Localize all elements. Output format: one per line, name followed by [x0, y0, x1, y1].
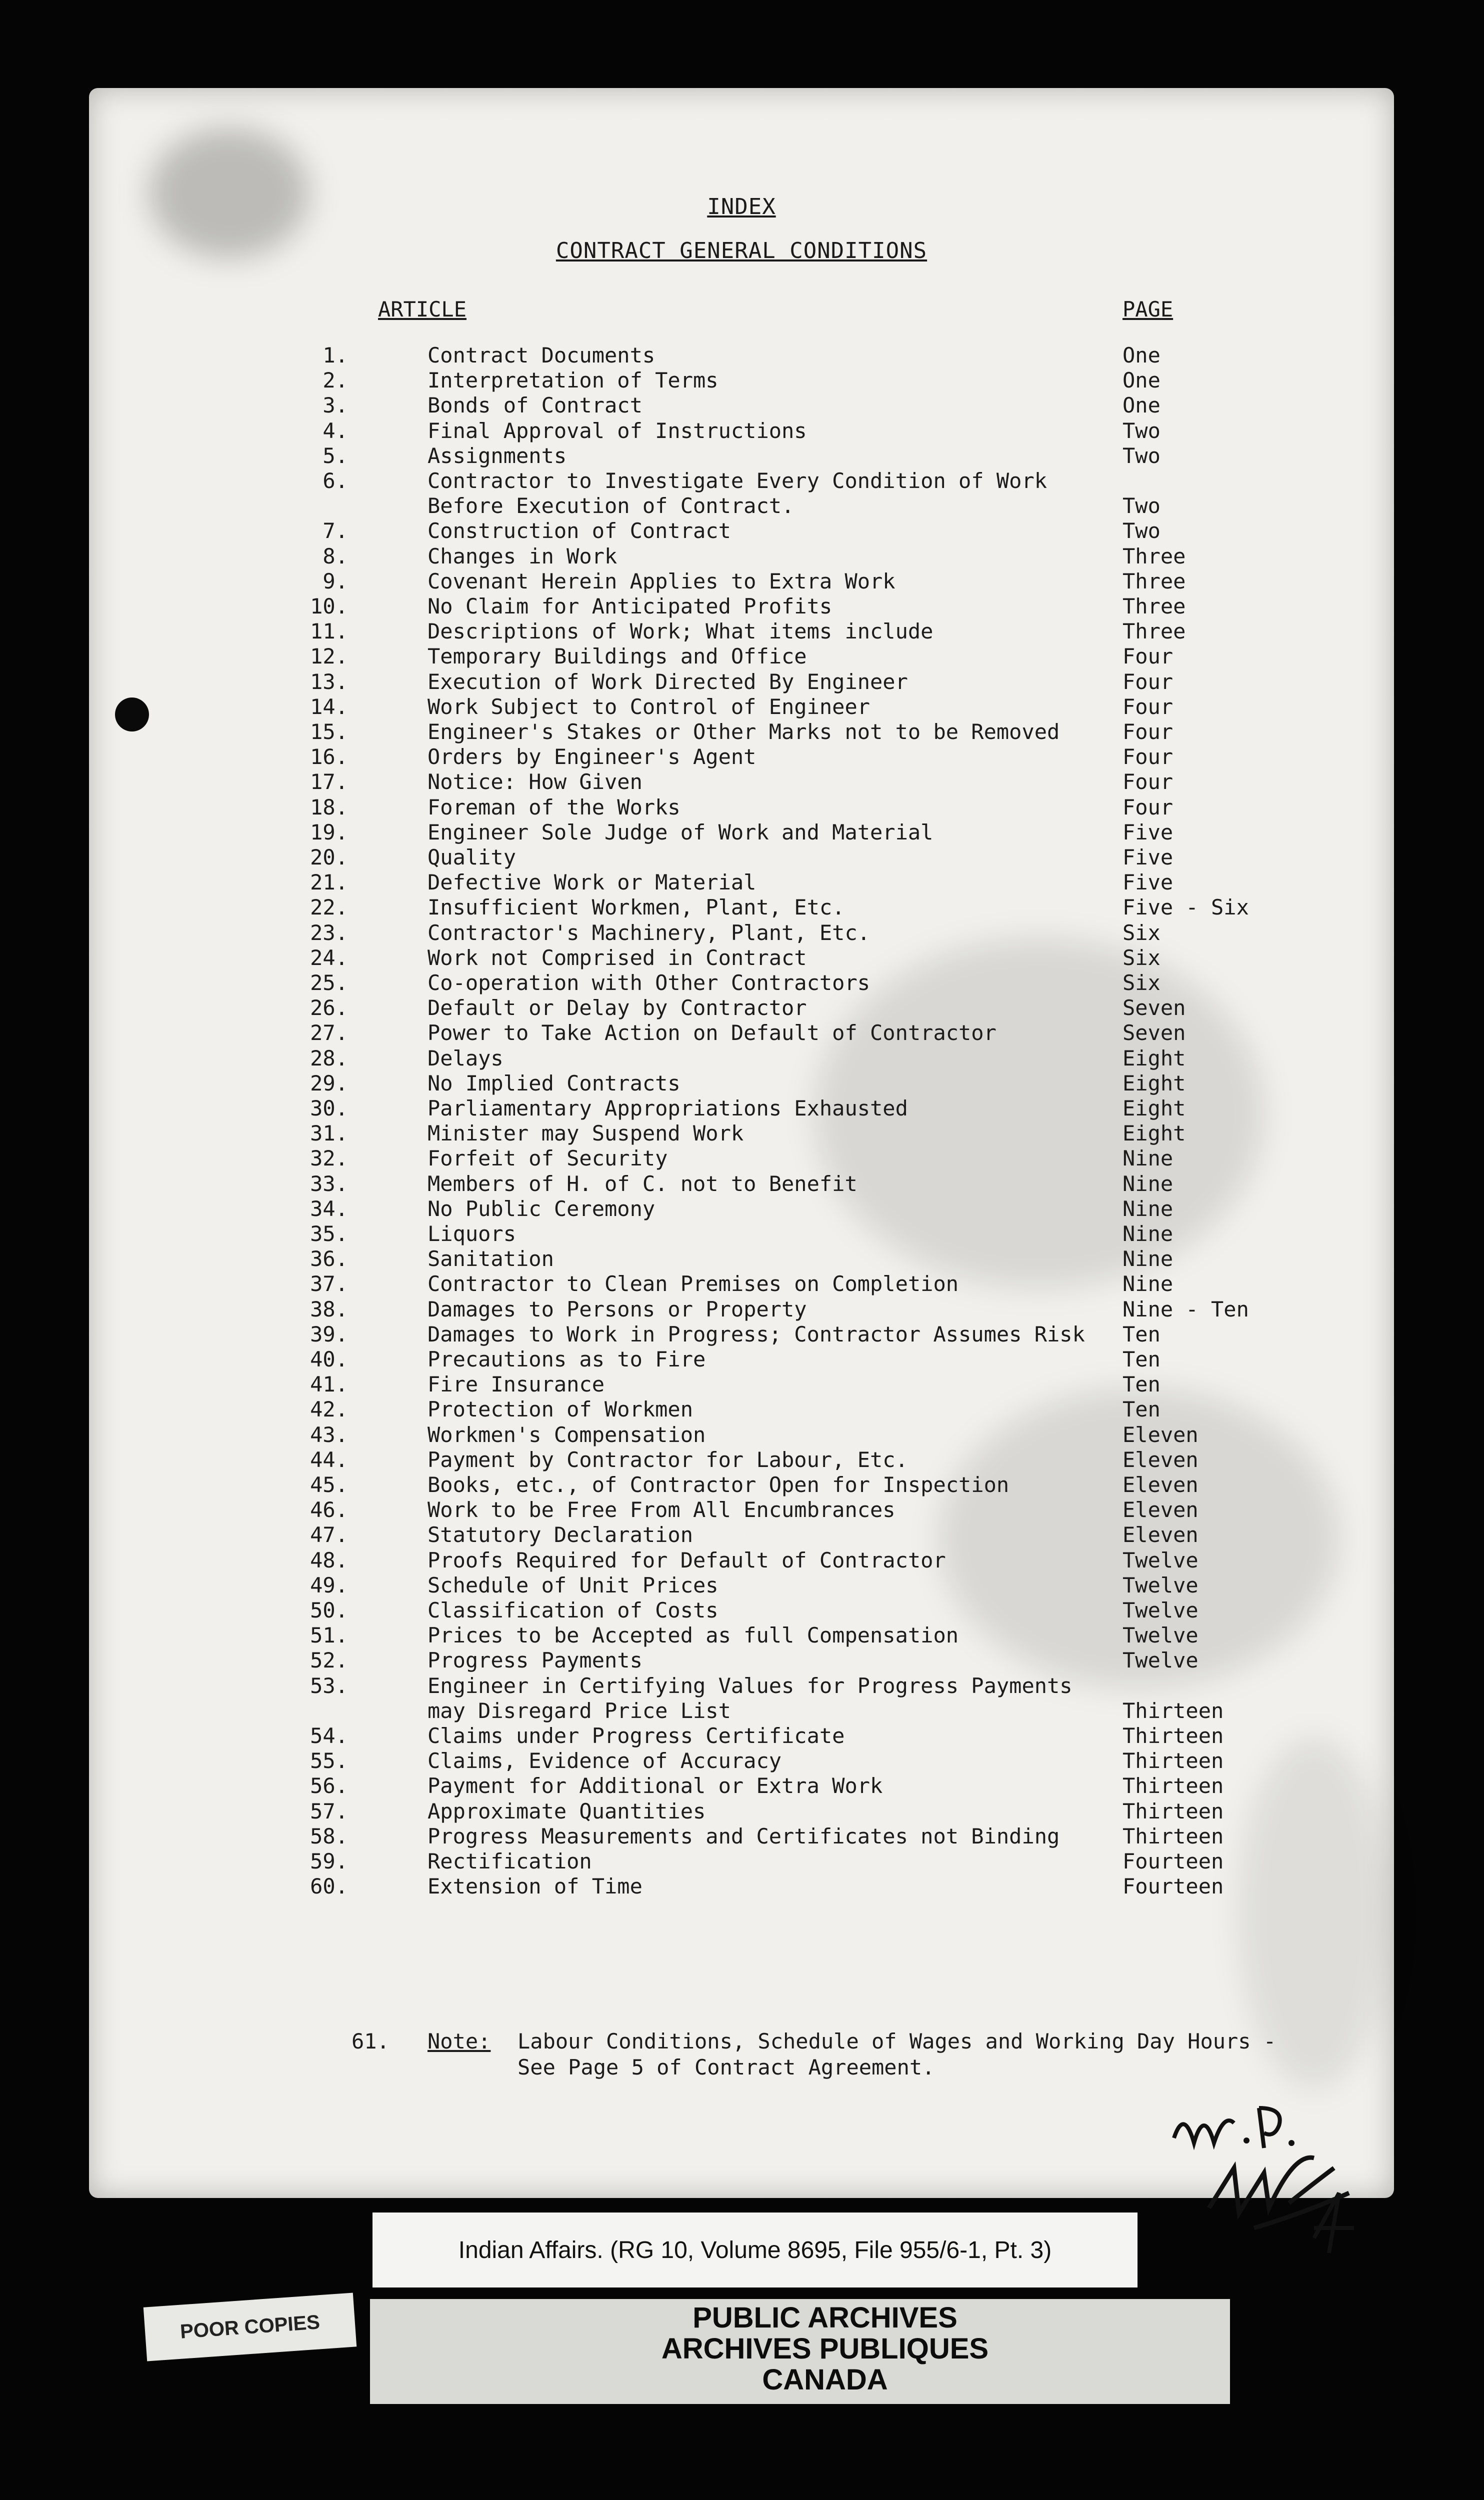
article-number: 11. — [310, 619, 348, 644]
article-number: 8. — [322, 544, 348, 568]
article-number: 46. — [310, 1498, 348, 1522]
article-number: 12. — [310, 644, 348, 669]
article-page: Nine — [1122, 1272, 1174, 1296]
article-number: 49. — [310, 1572, 348, 1598]
index-row — [89, 1422, 1394, 1448]
article-title: Classification of Costs — [428, 1598, 718, 1622]
article-number: 13. — [310, 669, 348, 694]
article-number: 2. — [322, 368, 348, 393]
article-page: Twelve — [1122, 1548, 1198, 1572]
article-title: Minister may Suspend Work — [428, 1121, 744, 1146]
article-page: Ten — [1122, 1372, 1160, 1397]
article-page: Seven — [1122, 1020, 1186, 1046]
index-row — [89, 1799, 1394, 1824]
article-title: Contractor to Investigate Every Condition of Work — [428, 468, 1048, 493]
article-page: One — [1122, 343, 1160, 368]
article-page: Eight — [1122, 1096, 1186, 1120]
index-row — [89, 518, 1394, 544]
article-number: 51. — [310, 1623, 348, 1648]
article-title: Parliamentary Appropriations Exhausted — [428, 1096, 908, 1120]
article-page: Fourteen — [1122, 1874, 1224, 1899]
index-row — [89, 368, 1394, 393]
article-title: Before Execution of Contract. — [428, 494, 794, 518]
index-row — [89, 1648, 1394, 1673]
article-number: 57. — [310, 1798, 348, 1824]
article-title: No Public Ceremony — [428, 1196, 656, 1221]
article-title: Progress Payments — [428, 1648, 642, 1673]
article-page: Three — [1122, 568, 1186, 594]
index-row — [89, 1774, 1394, 1798]
article-number: 34. — [310, 1196, 348, 1221]
index-row — [89, 1573, 1394, 1598]
article-title: Damages to Persons or Property — [428, 1296, 807, 1322]
article-title: Engineer's Stakes or Other Marks not to be Removed — [428, 720, 1060, 744]
article-number: 53. — [310, 1673, 348, 1698]
article-number: 1. — [322, 343, 348, 368]
article-page: Twelve — [1122, 1648, 1198, 1673]
index-row — [89, 1824, 1394, 1849]
article-title: Power to Take Action on Default of Contractor — [428, 1020, 996, 1046]
article-number: 58. — [310, 1824, 348, 1848]
article-page: Eleven — [1122, 1422, 1198, 1447]
page-title: INDEX — [707, 194, 776, 220]
article-number: 20. — [310, 845, 348, 870]
article-page: Thirteen — [1122, 1774, 1224, 1798]
article-title: Claims, Evidence of Accuracy — [428, 1748, 782, 1774]
article-page: Eleven — [1122, 1472, 1198, 1497]
article-title: Extension of Time — [428, 1874, 642, 1899]
article-page: Seven — [1122, 996, 1186, 1020]
article-page: Thirteen — [1122, 1824, 1224, 1848]
article-title: Prices to be Accepted as full Compensation — [428, 1623, 959, 1648]
article-number: 16. — [310, 744, 348, 770]
article-number: 21. — [310, 870, 348, 895]
index-row — [89, 1674, 1394, 1698]
index-row — [89, 1849, 1394, 1874]
article-page: Two — [1122, 443, 1160, 468]
index-row — [89, 1698, 1394, 1724]
article-page: Four — [1122, 669, 1174, 694]
article-title: Notice: How Given — [428, 770, 642, 794]
index-row — [89, 418, 1394, 444]
index-row — [89, 1498, 1394, 1522]
article-page: Four — [1122, 720, 1174, 744]
article-title: Work Subject to Control of Engineer — [428, 694, 870, 719]
article-number: 15. — [310, 720, 348, 744]
article-title: Contractor's Machinery, Plant, Etc. — [428, 920, 870, 945]
article-title: Descriptions of Work; What items include — [428, 619, 934, 644]
article-title: Books, etc., of Contractor Open for Inspection — [428, 1472, 1010, 1497]
article-page: Thirteen — [1122, 1798, 1224, 1824]
article-page: One — [1122, 393, 1160, 418]
article-title: Proofs Required for Default of Contractor — [428, 1548, 946, 1572]
article-number: 47. — [310, 1522, 348, 1548]
note-number: 61. — [352, 2029, 390, 2054]
article-title: Covenant Herein Applies to Extra Work — [428, 568, 896, 594]
article-title: Assignments — [428, 443, 567, 468]
article-page: Three — [1122, 544, 1186, 568]
article-page: Nine — [1122, 1222, 1174, 1246]
index-row — [89, 1196, 1394, 1222]
article-page: Nine — [1122, 1146, 1174, 1171]
article-page: One — [1122, 368, 1160, 393]
article-page: Two — [1122, 418, 1160, 443]
index-row — [89, 1472, 1394, 1498]
index-row — [89, 1046, 1394, 1071]
article-title: Foreman of the Works — [428, 794, 680, 820]
index-list — [89, 88, 1394, 2198]
article-number: 22. — [310, 895, 348, 920]
article-title: Execution of Work Directed By Engineer — [428, 669, 908, 694]
index-row — [89, 1623, 1394, 1648]
index-row — [89, 619, 1394, 644]
article-number: 27. — [310, 1020, 348, 1046]
article-page: Ten — [1122, 1347, 1160, 1372]
index-row — [89, 1246, 1394, 1272]
article-page: Four — [1122, 744, 1174, 770]
article-title: Co-operation with Other Contractors — [428, 970, 870, 995]
article-title: Bonds of Contract — [428, 393, 642, 418]
index-row — [89, 795, 1394, 820]
article-number: 5. — [322, 443, 348, 468]
article-title: may Disregard Price List — [428, 1698, 731, 1723]
article-page: Six — [1122, 970, 1160, 995]
article-title: Schedule of Unit Prices — [428, 1572, 718, 1598]
index-row — [89, 1096, 1394, 1121]
article-page: Nine - Ten — [1122, 1296, 1249, 1322]
article-page: Five — [1122, 870, 1174, 895]
article-page: Thirteen — [1122, 1724, 1224, 1748]
article-page: Five - Six — [1122, 895, 1249, 920]
index-row — [89, 594, 1394, 619]
article-title: Orders by Engineer's Agent — [428, 744, 756, 770]
index-row — [89, 744, 1394, 770]
article-title: Statutory Declaration — [428, 1522, 694, 1548]
article-number: 9. — [322, 568, 348, 594]
index-row — [89, 644, 1394, 669]
article-page: Eleven — [1122, 1522, 1198, 1548]
article-number: 37. — [310, 1272, 348, 1296]
article-title: Progress Measurements and Certificates not Binding — [428, 1824, 1060, 1848]
article-page: Four — [1122, 770, 1174, 794]
article-number: 52. — [310, 1648, 348, 1673]
index-row — [89, 996, 1394, 1020]
article-title: Claims under Progress Certificate — [428, 1724, 845, 1748]
index-row — [89, 444, 1394, 468]
article-number: 14. — [310, 694, 348, 719]
article-number: 39. — [310, 1322, 348, 1346]
index-row — [89, 1598, 1394, 1623]
article-number: 32. — [310, 1146, 348, 1171]
article-number: 50. — [310, 1598, 348, 1622]
column-header-article: ARTICLE — [378, 297, 467, 322]
article-page: Two — [1122, 518, 1160, 544]
index-row — [89, 694, 1394, 720]
article-title: Forfeit of Security — [428, 1146, 668, 1171]
archive-reference-label: Indian Affairs. (RG 10, Volume 8695, File 955/6-1, Pt. 3) — [372, 2212, 1138, 2288]
index-row — [89, 1146, 1394, 1171]
article-number: 31. — [310, 1121, 348, 1146]
article-title: No Claim for Anticipated Profits — [428, 594, 832, 618]
article-page: Twelve — [1122, 1598, 1198, 1622]
article-title: Interpretation of Terms — [428, 368, 718, 393]
article-title: Construction of Contract — [428, 518, 731, 544]
article-title: Precautions as to Fire — [428, 1347, 706, 1372]
article-page: Ten — [1122, 1322, 1160, 1346]
article-number: 33. — [310, 1171, 348, 1196]
index-row — [89, 343, 1394, 368]
article-number: 60. — [310, 1874, 348, 1899]
index-row — [89, 1522, 1394, 1548]
index-row — [89, 1297, 1394, 1322]
article-title: Fire Insurance — [428, 1372, 605, 1397]
article-number: 19. — [310, 820, 348, 844]
index-row — [89, 1748, 1394, 1774]
article-page: Thirteen — [1122, 1748, 1224, 1774]
article-title: Quality — [428, 845, 516, 870]
archives-line-3: CANADA — [762, 2364, 888, 2396]
index-row — [89, 845, 1394, 870]
article-number: 42. — [310, 1397, 348, 1422]
index-row — [89, 494, 1394, 518]
article-number: 24. — [310, 945, 348, 970]
article-number: 40. — [310, 1347, 348, 1372]
note-label: Note: — [428, 2029, 491, 2054]
article-number: 4. — [322, 418, 348, 443]
index-row — [89, 670, 1394, 694]
article-page: Nine — [1122, 1196, 1174, 1221]
index-row — [89, 468, 1394, 494]
article-number: 25. — [310, 970, 348, 995]
article-number: 59. — [310, 1849, 348, 1874]
archives-line-1: PUBLIC ARCHIVES — [692, 2302, 958, 2334]
index-row — [89, 393, 1394, 418]
article-page: Nine — [1122, 1246, 1174, 1272]
article-page: Six — [1122, 945, 1160, 970]
article-page: Eleven — [1122, 1498, 1198, 1522]
article-title: Rectification — [428, 1849, 592, 1874]
poor-copies-stamp: POOR COPIES — [144, 2292, 357, 2361]
article-title: Work to be Free From All Encumbrances — [428, 1498, 896, 1522]
article-number: 17. — [310, 770, 348, 794]
article-number: 26. — [310, 996, 348, 1020]
article-number: 41. — [310, 1372, 348, 1397]
article-page: Four — [1122, 794, 1174, 820]
article-page: Four — [1122, 694, 1174, 719]
index-row — [89, 1397, 1394, 1422]
index-row — [89, 1222, 1394, 1246]
index-row — [89, 544, 1394, 569]
index-row — [89, 946, 1394, 970]
article-number: 48. — [310, 1548, 348, 1572]
index-row — [89, 1874, 1394, 1899]
article-title: Payment for Additional or Extra Work — [428, 1774, 883, 1798]
article-title: Payment by Contractor for Labour, Etc. — [428, 1447, 908, 1472]
index-row — [89, 1448, 1394, 1472]
index-row — [89, 895, 1394, 920]
article-title: Members of H. of C. not to Benefit — [428, 1171, 858, 1196]
index-row — [89, 1347, 1394, 1372]
article-page: Ten — [1122, 1397, 1160, 1422]
article-page: Twelve — [1122, 1623, 1198, 1648]
article-title: Engineer in Certifying Values for Progress Payments — [428, 1673, 1072, 1698]
article-number: 3. — [322, 393, 348, 418]
article-number: 45. — [310, 1472, 348, 1497]
public-archives-stamp — [600, 2302, 1050, 2396]
article-title: Delays — [428, 1046, 504, 1070]
article-title: Work not Comprised in Contract — [428, 945, 807, 970]
article-page: Eleven — [1122, 1447, 1198, 1472]
article-title: Default or Delay by Contractor — [428, 996, 807, 1020]
article-number: 10. — [310, 594, 348, 618]
article-title: Damages to Work in Progress; Contractor Assumes Risk — [428, 1322, 1085, 1346]
article-number: 23. — [310, 920, 348, 945]
article-title: Sanitation — [428, 1246, 554, 1272]
article-number: 44. — [310, 1447, 348, 1472]
archives-line-2: ARCHIVES PUBLIQUES — [661, 2332, 989, 2365]
article-number: 30. — [310, 1096, 348, 1120]
index-row — [89, 970, 1394, 996]
index-row — [89, 770, 1394, 794]
article-title: Approximate Quantities — [428, 1798, 706, 1824]
article-page: Twelve — [1122, 1572, 1198, 1598]
article-page: Thirteen — [1122, 1698, 1224, 1723]
page-subtitle: CONTRACT GENERAL CONDITIONS — [556, 238, 928, 264]
article-title: Final Approval of Instructions — [428, 418, 807, 443]
column-header-page: PAGE — [1122, 297, 1174, 322]
article-number: 36. — [310, 1246, 348, 1272]
article-number: 18. — [310, 794, 348, 820]
article-number: 29. — [310, 1070, 348, 1096]
index-row — [89, 1071, 1394, 1096]
article-number: 54. — [310, 1724, 348, 1748]
article-page: Six — [1122, 920, 1160, 945]
article-title: Engineer Sole Judge of Work and Material — [428, 820, 934, 844]
article-page: Three — [1122, 619, 1186, 644]
article-title: Liquors — [428, 1222, 516, 1246]
index-row — [89, 720, 1394, 744]
index-row — [89, 1020, 1394, 1046]
article-number: 28. — [310, 1046, 348, 1070]
article-number: 38. — [310, 1296, 348, 1322]
article-title: Insufficient Workmen, Plant, Etc. — [428, 895, 845, 920]
article-number: 6. — [322, 468, 348, 493]
article-page: Nine — [1122, 1171, 1174, 1196]
index-row — [89, 1724, 1394, 1748]
index-row — [89, 1272, 1394, 1296]
document-page — [89, 88, 1394, 2198]
binder-hole — [115, 698, 149, 732]
article-number: 43. — [310, 1422, 348, 1447]
note-line-2: See Page 5 of Contract Agreement. — [518, 2055, 935, 2080]
article-page: Four — [1122, 644, 1174, 669]
index-row — [89, 870, 1394, 895]
index-row — [89, 1372, 1394, 1397]
article-title: Changes in Work — [428, 544, 618, 568]
article-title: No Implied Contracts — [428, 1070, 680, 1096]
article-number: 56. — [310, 1774, 348, 1798]
article-title: Temporary Buildings and Office — [428, 644, 807, 669]
article-title: Contract Documents — [428, 343, 656, 368]
index-row — [89, 1121, 1394, 1146]
article-page: Five — [1122, 820, 1174, 844]
article-page: Eight — [1122, 1070, 1186, 1096]
index-row — [89, 1548, 1394, 1573]
index-row — [89, 920, 1394, 946]
article-page: Eight — [1122, 1121, 1186, 1146]
article-title: Defective Work or Material — [428, 870, 756, 895]
note-line-1: Labour Conditions, Schedule of Wages and Working Day Hours - — [518, 2029, 1276, 2054]
article-title: Contractor to Clean Premises on Completion — [428, 1272, 959, 1296]
article-page: Eight — [1122, 1046, 1186, 1070]
article-page: Two — [1122, 494, 1160, 518]
index-row — [89, 1172, 1394, 1196]
article-page: Fourteen — [1122, 1849, 1224, 1874]
article-title: Workmen's Compensation — [428, 1422, 706, 1447]
article-page: Three — [1122, 594, 1186, 618]
index-row — [89, 1322, 1394, 1347]
article-number: 35. — [310, 1222, 348, 1246]
article-number: 55. — [310, 1748, 348, 1774]
article-title: Protection of Workmen — [428, 1397, 694, 1422]
handwritten-signature — [1164, 2078, 1384, 2288]
index-row — [89, 820, 1394, 845]
article-number: 7. — [322, 518, 348, 544]
index-row — [89, 569, 1394, 594]
article-page: Five — [1122, 845, 1174, 870]
